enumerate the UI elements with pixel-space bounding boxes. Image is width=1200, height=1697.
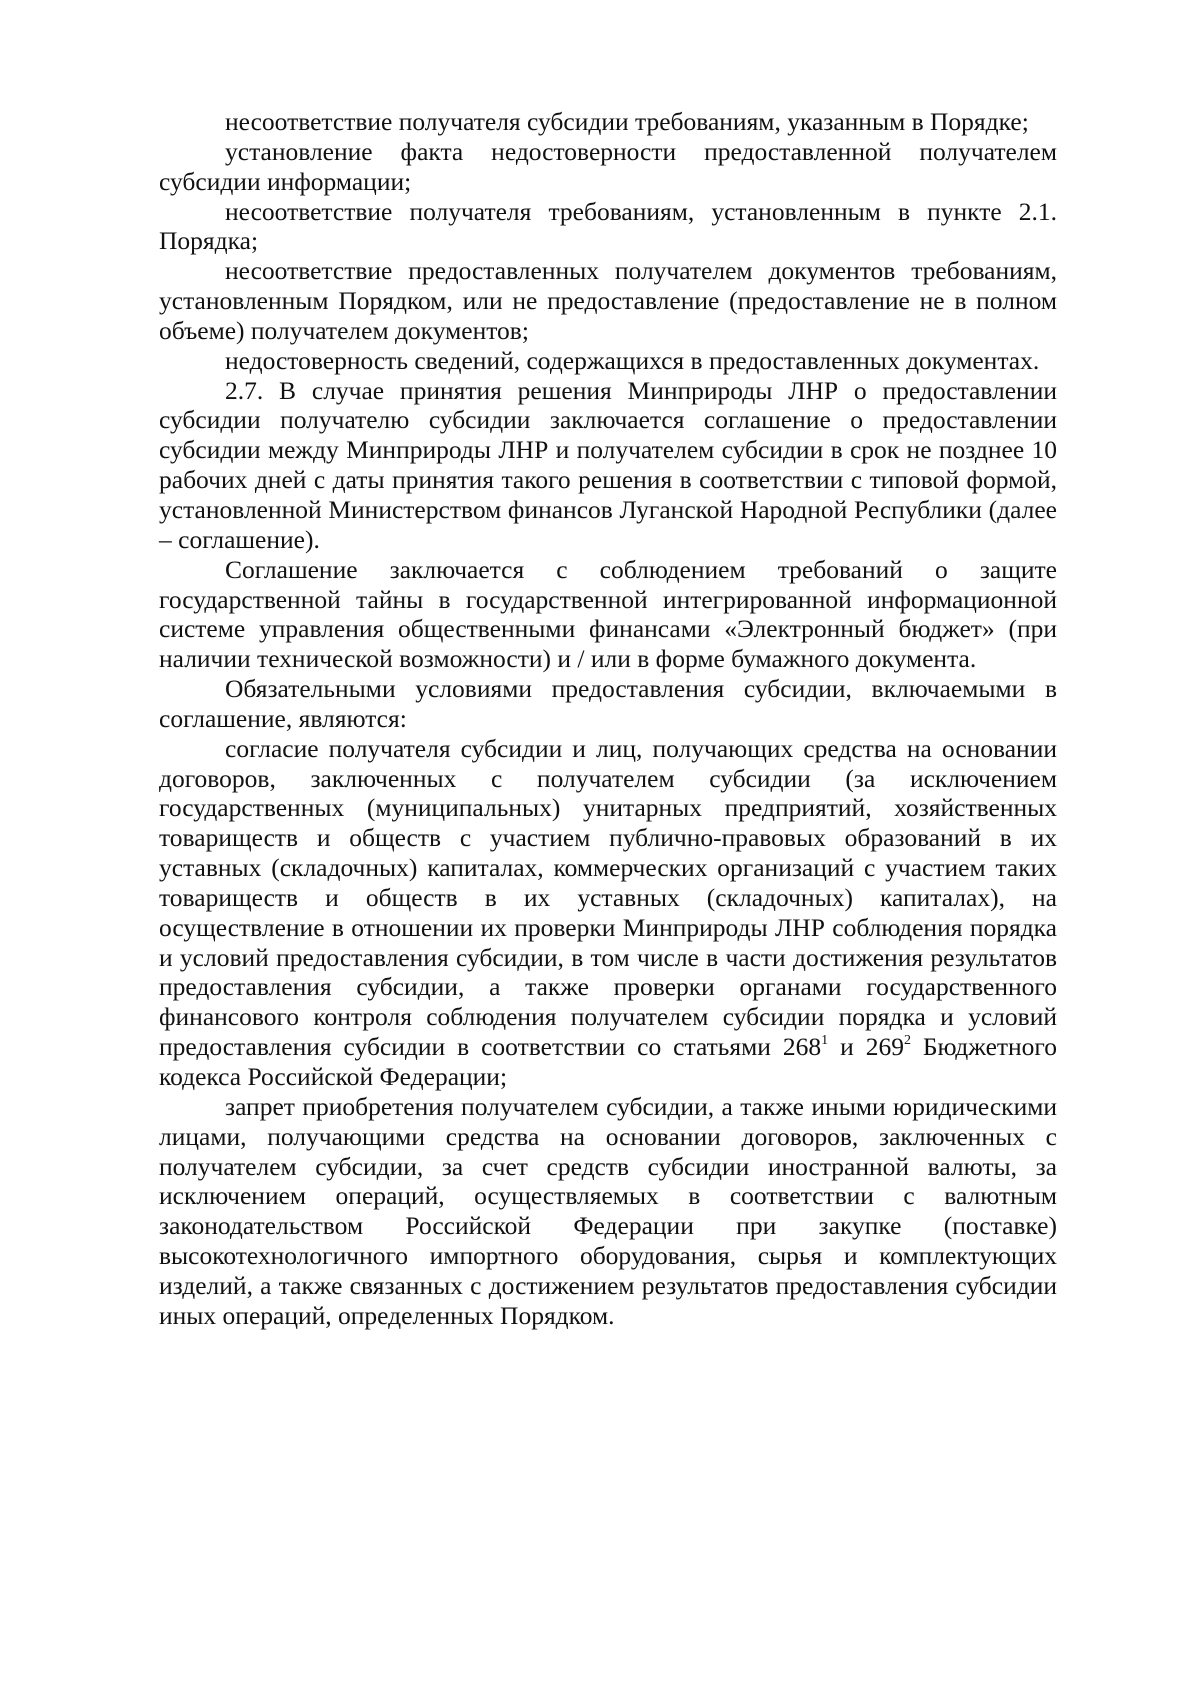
- paragraph-agreement-secrecy: Соглашение заключается с соблюдением требований о защите государственной тайны в государственной интегрированной информационной системе управления общественными финансами «Электронный бюджет» (при наличии технической возможности) и / или в форме бумажного документа.: [159, 554, 1057, 674]
- paragraph-unreliable-documents: недостоверность сведений, содержащихся в предоставленных документах.: [225, 345, 1040, 375]
- consent-text-conjunction: и: [828, 1032, 866, 1062]
- article-268-number: 268: [782, 1032, 822, 1062]
- paragraph-mandatory-conditions: Обязательными условиями предоставления субсидии, включаемыми в соглашение, являются:: [159, 674, 1057, 733]
- consent-text-tail: Бюджетного кодекса Российской Федерации;: [159, 1032, 1057, 1091]
- paragraph-unreliable-information: установление факта недостоверности предоставленной получателем субсидии информации;: [159, 136, 1057, 196]
- paragraph-clause-2-7: 2.7. В случае принятия решения Минприроды ЛНР о предоставлении субсидии получателю субсидии заключается соглашение о предоставлении субсидии между Минприроды ЛНР и получателем субсидии в срок не позднее 10 рабочих дней с даты принятия такого решения в соответствии с типовой формой, установленной Министерством финансов Луганской Народной Республики (далее – соглашение).: [159, 375, 1057, 554]
- article-268-superscript: 1: [821, 1033, 829, 1049]
- consent-text-main: согласие получателя субсидии и лиц, получающих средства на основании договоров, заключенных с получателем субсидии (за исключением государственных (муниципальных) унитарных предприятий, хозяйственных товариществ и обществ с участием публично-правовых образований в их уставных (складочных) капиталах, коммерческих организаций с участием таких товариществ и обществ в их уставных (складочных) капиталах), на осуществление в отношении их проверки Минприроды ЛНР соблюдения порядка и условий предоставления субсидии, в том числе в части достижения результатов предоставления субсидии, а также проверки органами государственного финансового контроля соблюдения получателем субсидии порядка и условий предоставления субсидии в соответствии со статьями: [159, 733, 1057, 1062]
- paragraph-noncompliance-recipient: несоответствие получателя субсидии требованиям, указанным в Порядке;: [225, 107, 1029, 136]
- paragraph-consent-to-inspection: [159, 734, 1057, 1092]
- paragraph-currency-prohibition: запрет приобретения получателем субсидии, а также иными юридическими лицами, получающими средства на основании договоров, заключенных с получателем субсидии, за счет средств субсидии иностранной валюты, за исключением операций, осуществляемых в соответствии с валютным законодательством Российской Федерации при закупке (поставке) высокотехнологичного импортного оборудования, сырья и комплектующих изделий, а также связанных с достижением результатов предоставления субсидии иных операций, определенных Порядком.: [159, 1091, 1057, 1330]
- paragraph-noncompliance-clause-2-1: несоответствие получателя требованиям, установленным в пункте 2.1. Порядка;: [159, 196, 1057, 256]
- document-body: [159, 107, 1057, 1331]
- article-269-number: 269: [865, 1032, 904, 1062]
- article-269-superscript: 2: [903, 1033, 911, 1049]
- paragraph-documents-noncompliance: несоответствие предоставленных получателем документов требованиям, установленным Порядком, или не предоставление (предоставление не в полном объеме) получателем документов;: [159, 256, 1057, 345]
